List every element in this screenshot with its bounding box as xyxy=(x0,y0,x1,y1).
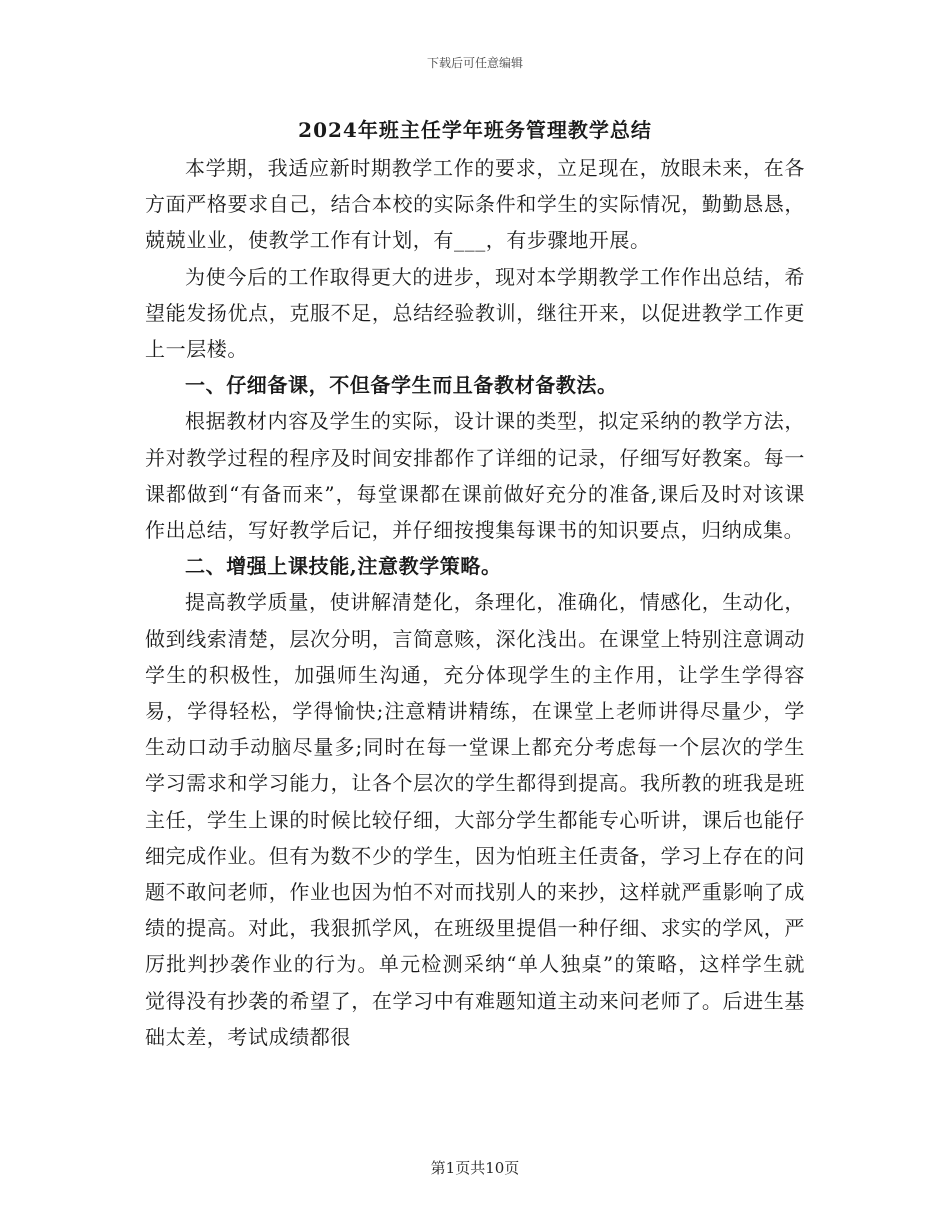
intro-paragraph-1: 本学期，我适应新时期教学工作的要求，立足现在，放眼未来，在各方面严格要求自己，结合本校的实际条件和学生的实际情况，勤勤恳恳，兢兢业业，使教学工作有计划，有___，有步骤地开展。 xyxy=(145,156,805,253)
section-2-heading: 二、增强上课技能,注意教学策略。 xyxy=(185,554,502,579)
page-footer: 第1页共10页 xyxy=(430,1159,520,1177)
document-body xyxy=(145,150,805,1055)
section-1-paragraph: 根据教材内容及学生的实际，设计课的类型，拟定采纳的教学方法，并对教学过程的程序及时间安排都作了详细的记录，仔细写好教案。每一课都做到“有备而来”，每堂课都在课前做好充分的准备,课后及时对该课作出总结，写好教学后记，并仔细按搜集每课书的知识要点，归纳成集。 xyxy=(145,409,805,543)
document-title: 2024年班主任学年班务管理教学总结 xyxy=(298,118,652,142)
intro-paragraph-2: 为使今后的工作取得更大的进步，现对本学期教学工作作出总结，希望能发扬优点，克服不足，总结经验教训，继往开来，以促进教学工作更上一层楼。 xyxy=(145,264,805,362)
section-1-heading: 一、仔细备课，不但备学生而且备教材备教法。 xyxy=(185,373,618,398)
header-note: 下载后可任意编辑 xyxy=(426,56,523,70)
section-2-paragraph: 提高教学质量，使讲解清楚化，条理化，准确化，情感化，生动化，做到线索清楚，层次分明，言简意赅，深化浅出。在课堂上特别注意调动学生的积极性，加强师生沟通，充分体现学生的主作用，让学生学得容易，学得轻松，学得愉快;注意精讲精练，在课堂上老师讲得尽量少，学生动口动手动脑尽量多;同时在每一堂课上都充分考虑每一个层次的学生学习需求和学习能力，让各个层次的学生都得到提高。我所教的班我是班主任，学生上课的时候比较仔细，大部分学生都能专心听讲，课后也能仔细完成作业。但有为数不少的学生，因为怕班主任责备，学习上存在的问题不敢问老师，作业也因为怕不对而找别人的来抄，这样就严重影响了成绩的提高。对此，我狠抓学风，在班级里提倡一种仔细、求实的学风，严厉批判抄袭作业的行为。单元检测采纳“单人独桌”的策略，这样学生就觉得没有抄袭的希望了，在学习中有难题知道主动来问老师了。后进生基础太差，考试成绩都很 xyxy=(145,590,805,1049)
